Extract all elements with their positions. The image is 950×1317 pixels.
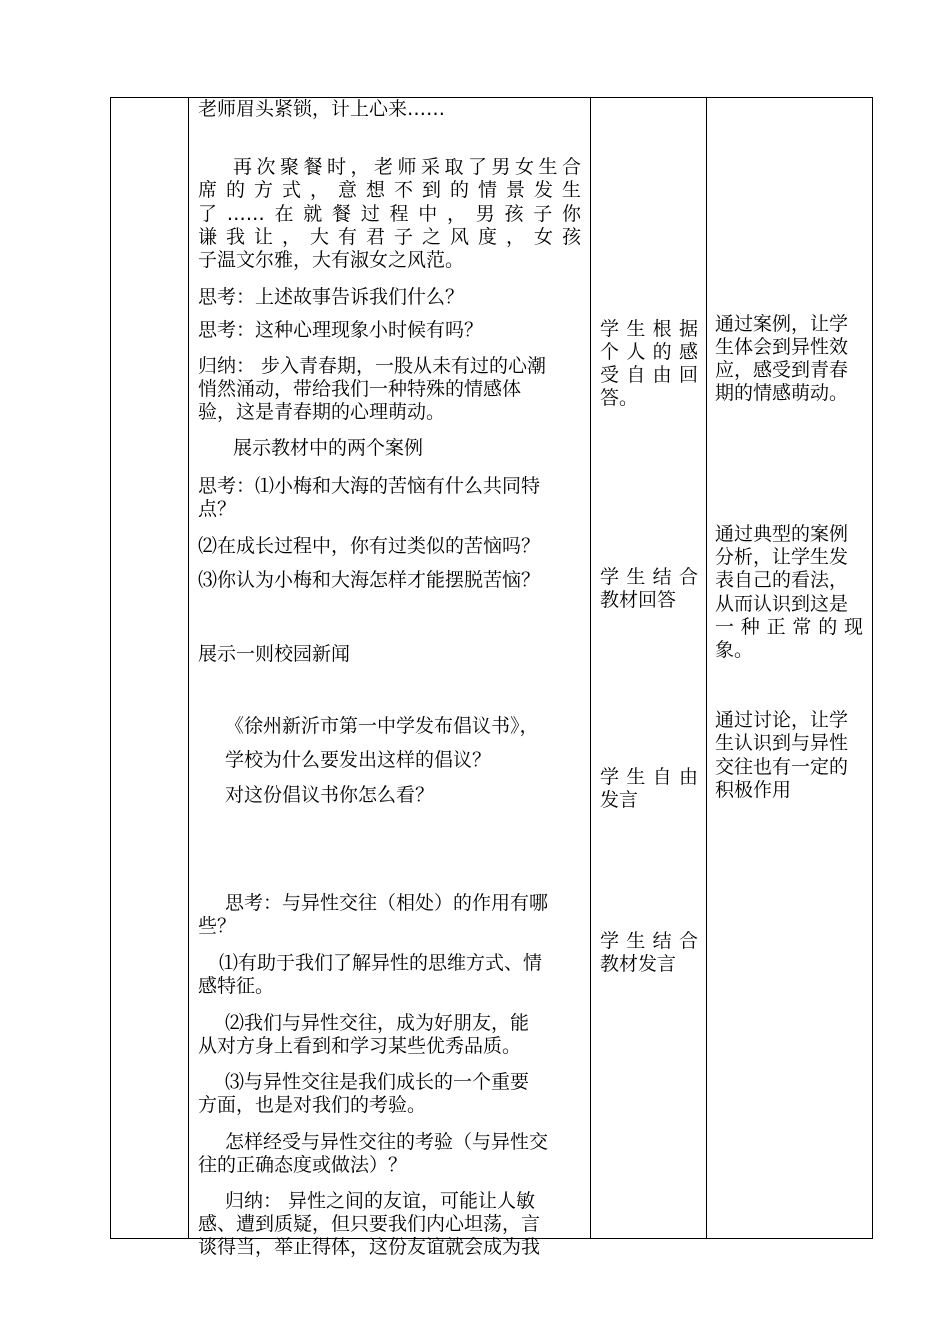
text-line: 方面，也是对我们的考验。 <box>198 1094 427 1116</box>
text-line: 学生结合 <box>600 930 698 952</box>
text-line: 教材发言 <box>600 953 677 975</box>
text-line: 对这份倡议书你怎么看？ <box>225 784 435 806</box>
text-line: 生认识到与异性 <box>715 732 849 754</box>
text-line: 分析，让学生发 <box>715 546 849 568</box>
text-line: 通过典型的案例 <box>715 523 849 545</box>
text-line: 期的情感萌动。 <box>715 382 849 404</box>
text-line: 答。 <box>600 387 639 409</box>
text-line: 谦我让，大有君子之风度，女孩 <box>198 226 581 248</box>
text-line: ⑵在成长过程中，你有过类似的苦恼吗？ <box>198 535 541 557</box>
text-line: 归纳： 步入青春期，一股从未有过的心潮 <box>198 355 547 377</box>
text-line: 怎样经受与异性交往的考验（与异性交 <box>225 1131 549 1153</box>
text-line: 归纳： 异性之间的友谊，可能让人敏 <box>225 1190 536 1212</box>
text-line: 象。 <box>715 639 754 661</box>
text-line: 学生结合 <box>600 566 698 588</box>
column-divider <box>188 98 189 1238</box>
text-line: 个人的感 <box>600 341 698 363</box>
text-line: 从而认识到这是 <box>715 593 849 615</box>
text-line: 《徐州新沂市第一中学发布倡议书》， <box>225 715 539 737</box>
text-line: 思考：与异性交往（相处）的作用有哪 <box>225 892 549 914</box>
column-divider <box>590 98 591 1238</box>
text-line: 应，感受到青春 <box>715 359 849 381</box>
text-line: 学校为什么要发出这样的倡议？ <box>225 749 492 771</box>
text-line: 再次聚餐时，老师采取了男女生合 <box>233 156 581 178</box>
text-line: 教材回答 <box>600 589 677 611</box>
text-line: 受自由回 <box>600 364 698 386</box>
text-line: 了……在就餐过程中，男孩子你 <box>198 203 581 225</box>
text-line: 感、遭到质疑，但只要我们内心坦荡，言 <box>198 1213 541 1235</box>
text-line: 子温文尔雅，大有淑女之风范。 <box>198 249 465 271</box>
text-line: 一种正常的现 <box>715 616 863 638</box>
text-line: ⑶你认为小梅和大海怎样才能摆脱苦恼？ <box>198 569 541 591</box>
text-line: 通过案例，让学 <box>715 313 849 335</box>
text-line: ⑵我们与异性交往，成为好朋友，能 <box>225 1012 530 1034</box>
text-line: 感特征。 <box>198 975 275 997</box>
text-line: 从对方身上看到和学习某些优秀品质。 <box>198 1035 522 1057</box>
text-line: 思考：⑴小梅和大海的苦恼有什么共同特 <box>198 475 541 497</box>
text-line: 积极作用 <box>715 779 792 801</box>
text-line: 发言 <box>600 789 639 811</box>
text-line: 学生自由 <box>600 766 698 788</box>
text-line: ⑶与异性交往是我们成长的一个重要 <box>225 1071 530 1093</box>
text-line: 展示一则校园新闻 <box>198 643 351 665</box>
text-line: 通过讨论，让学 <box>715 709 849 731</box>
text-line: 验，这是青春期的心理萌动。 <box>198 401 446 423</box>
text-line: 交往也有一定的 <box>715 756 849 778</box>
text-line: 席的方式，意想不到的情景发生 <box>198 179 581 201</box>
text-line: 展示教材中的两个案例 <box>233 437 424 459</box>
text-line: 生体会到异性效 <box>715 336 849 358</box>
text-line: 表自己的看法， <box>715 569 849 591</box>
text-line: 悄然涌动，带给我们一种特殊的情感体 <box>198 378 522 400</box>
column-divider <box>706 98 707 1238</box>
text-line: 谈得当，举止得体，这份友谊就会成为我 <box>198 1236 541 1258</box>
text-line: 些？ <box>198 915 237 937</box>
text-line: 学生根据 <box>600 318 698 340</box>
text-line: ⑴有助于我们了解异性的思维方式、情 <box>219 952 543 974</box>
text-line: 思考：这种心理现象小时候有吗？ <box>198 319 484 341</box>
text-line: 点？ <box>198 498 237 520</box>
text-line: 老师眉头紧锁，计上心来…… <box>198 98 446 120</box>
text-line: 往的正确态度或做法）？ <box>198 1154 408 1176</box>
text-line: 思考：上述故事告诉我们什么？ <box>198 286 465 308</box>
